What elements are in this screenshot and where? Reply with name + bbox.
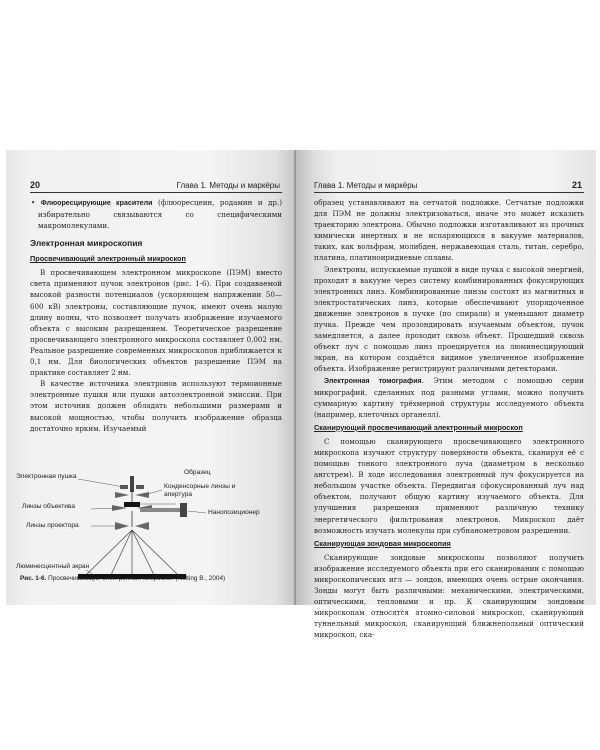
left-page-header [30,180,282,193]
beam-ray [132,530,154,575]
sample-holder [124,502,140,507]
leader-line [188,511,206,513]
beam-ray [132,530,178,575]
label-sample: Образец [184,469,211,476]
left-page [6,150,294,605]
beam-ray [111,530,132,575]
paragraph: Электроны, испускаемые пушкой в виде пучка с высокой энергией, проходят в вакууме через систему комбинированных фокусирующих электронных линз. Комбинированные линзы состоят из магнитных и электростатических линз, которые обеспечивают упорядоченное движение электронов в пучке (по спирали) и уменьшают диаметр пучка. Прежде чем прозондировать изучаемым объектом, пучок замедляется, а далее проходит сквозь объект. Прошедший сквозь объект луч с помощью линз проецируется на люминесцирующий экран, на котором создаётся видимое увеличенное изображение объекта. Изображение регистрируют различными детекторами. [314,264,584,374]
figure-caption [20,575,225,582]
paragraph: С помощью сканирующего просвечивающего электронного микроскопа изучают структуру поверхности объекта, сканируя её с помощью тонкого электронного луча (диаметром в несколько ангстрем). В ходе исследования электронный луч фокусируется на небольшом участке объекта. Передвигая сфокусированный луч над объектом, получают общую картину изучаемого объекта. Для улучшения разрешения применяют различную технику энергетического фильтрования электронов. Микроскоп даёт возможность изучать молекулы при субнанометровом разрешении. [314,436,584,535]
paragraph: образец устанавливают на сетчатой подложке. Сетчатые подложки для ПЭМ не должны электризоваться, иначе это может исказить траекторию электрона. Обычно подложки изготавливают из прочных химически инертных и не испаряющихся в вакууме материалов, таких, как вольфрам, молибден, нержавеющая сталь, титан, серебро, платина, платиноиридиевые сплавы. [314,198,584,263]
label-screen: Люминесцентный экран [16,563,90,570]
label-nanopositioner: Нанопозиционер [208,509,260,516]
bullet-term: Флюоресцирующие красители [40,199,153,207]
positioner-rod [140,508,180,512]
condenser-lens-right [135,492,149,498]
section-heading: Электронная микроскопия [30,238,143,249]
subsection-heading: Сканирующая зондовая микроскопия [314,538,451,548]
left-page-number: 20 [30,180,41,190]
nanopositioner-block [180,503,187,517]
paragraph: В качестве источника электронов используют термоионные электронные пушки или пушки автоэлектронной эмиссии. При этом источник должен обладать небольшими размерами и высокой мощностью, чтобы получить изображение образца достаточно ярким. Изучаемый [30,379,282,433]
tomography-text: . Этим методом с помощью серии микрографий, сделанных под разными углами, можно получить суммарную картину трёхмерной структуры исследуемого объекта (например, клеточных органелл). [314,375,584,419]
right-body-text [314,197,584,640]
tomography-term: Электронная томография [324,376,422,385]
left-body-text [30,197,282,434]
caption-text: Просвечивающий электронный микроскоп (Nölting B., 2004) [46,575,226,582]
label-projector: Линзы проектора [26,522,79,529]
left-header-title: Глава 1. Методы и маркёры [176,181,280,190]
subsection-heading: Просвечивающий электронный микроскоп [30,254,186,264]
gun-wing-right [136,485,144,489]
projector-lens-right [135,522,149,530]
condenser-lens-left [115,492,129,498]
label-electron-gun: Электронная пушка [16,473,77,480]
beam-ray [86,530,132,575]
book-spread [6,150,596,640]
right-page-number: 21 [571,180,582,190]
bullet-paragraph: • Флюоресцирующие красители (флюоресцеин, родамин и др.) избирательно связываются со специфическими макромолекулами. [31,198,282,231]
leader-line [78,479,124,487]
tomography-paragraph [314,375,584,420]
subsection-heading: Сканирующий просвечивающий электронный микроскоп [314,422,523,432]
paragraph: Сканирующие зондовые микроскопы позволяют получить изображение исследуемого объекта при его сканировании с помощью микроскопических игл — зондов, имеющих очень острые окончания. Зонды могут быть различными: механическими, электрическими, оптическими, тепловыми и пр. К сканирующим зондовым микроскопам относятся атомно-силовой микроскоп, сканирующий туннельный микроскоп, сканирующий ближнепольный оптический микроскоп, ска- [314,552,584,640]
paragraph: В просвечивающем электронном микроскопе (ПЭМ) вместо света применяют пучок электронов (рис. 1-6). При создаваемой высокой разности потенциалов (ускоряющем напряжении 50—600 кВ) электроны, составляющие пучок, имеют очень малую длину волны, что позволяет получать изображение изучаемого объекта с высоким разрешением. Теоретическое разрешение просвечивающего электронного микроскопа составляет 0,002 нм. Реальное разрешение современных микроскопов приближается к 0,1 нм. Для биологических объектов разрешение ПЭМ на практике составляет 2 нм. [30,268,282,378]
right-page-header [314,180,584,193]
label-condenser: Конденсорные линзы и апертура [164,483,236,498]
right-page [296,150,596,640]
label-objective: Линзы объектива [22,503,76,510]
bullet-text: (флюоресцеин, родамин и др.) избирательно связываются со специфическими макромолекулами. [38,198,282,231]
right-header-title: Глава 1. Методы и маркёры [314,181,418,190]
caption-number: Рис. 1-6. [20,575,47,582]
